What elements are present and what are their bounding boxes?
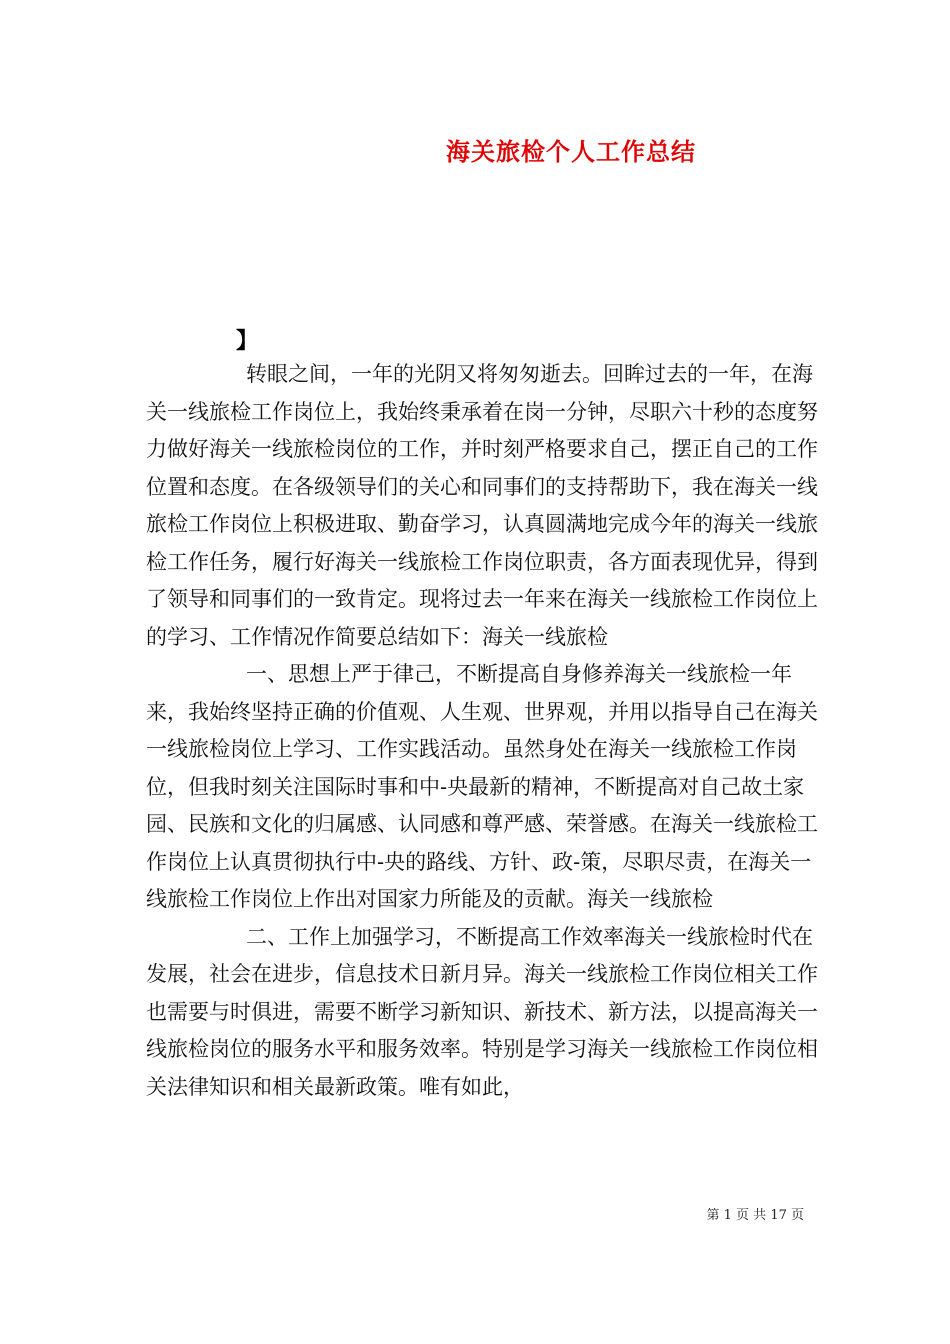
document-body bbox=[146, 356, 826, 1106]
paragraph-intro: 转眼之间，一年的光阴又将匆匆逝去。回眸过去的一年，在海关一线旅检工作岗位上，我始终秉承着在岗一分钟，尽职六十秒的态度努力做好海关一线旅检岗位的工作，并时刻严格要求自己，摆正自己的工作位置和态度。在各级领导们的关心和同事们的支持帮助下，我在海关一线旅检工作岗位上积极进取、勤奋学习，认真圆满地完成今年的海关一线旅检工作任务，履行好海关一线旅检工作岗位职责，各方面表现优异，得到了领导和同事们的一致肯定。现将过去一年来在海关一线旅检工作岗位上的学习、工作情况作简要总结如下：海关一线旅检 bbox=[146, 362, 818, 649]
paragraph-section-1: 一、思想上严于律己，不断提高自身修养海关一线旅检一年来，我始终坚持正确的价值观、人生观、世界观，并用以指导自己在海关一线旅检岗位上学习、工作实践活动。虽然身处在海关一线旅检工作岗位，但我时刻关注国际时事和中-央最新的精神，不断提高对自己故土家园、民族和文化的归属感、认同感和尊严感、荣誉感。在海关一线旅检工作岗位上认真贯彻执行中-央的路线、方针、政-策，尽职尽责，在海关一线旅检工作岗位上作出对国家力所能及的贡献。海关一线旅检 bbox=[146, 662, 818, 911]
document-title: 海关旅检个人工作总结 bbox=[446, 137, 696, 166]
page-number-footer: 第 1 页 共 17 页 bbox=[706, 1208, 804, 1223]
paragraph-section-2: 二、工作上加强学习，不断提高工作效率海关一线旅检时代在发展，社会在进步，信息技术日新月异。海关一线旅检工作岗位相关工作也需要与时俱进，需要不断学习新知识、新技术、新方法，以提高海关一线旅检岗位的服务水平和服务效率。特别是学习海关一线旅检工作岗位相关法律知识和相关最新政策。唯有如此， bbox=[146, 924, 818, 1099]
bracket-mark: 】 bbox=[236, 328, 259, 354]
